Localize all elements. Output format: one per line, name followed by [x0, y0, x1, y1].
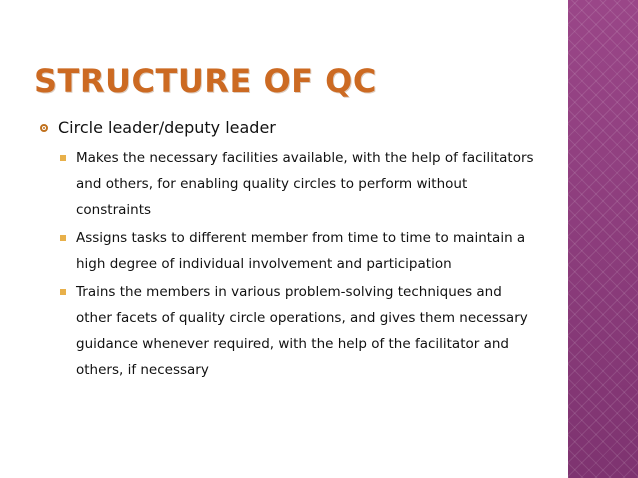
sub-bullet-item — [60, 225, 540, 277]
square-bullet-icon — [60, 235, 66, 241]
square-bullet-icon — [60, 289, 66, 295]
sub-bullet-text: Makes the necessary facilities available, with the help of facilitators and others, for enabling quality circles to perform without constraints — [76, 150, 534, 218]
sub-bullet-text: Trains the members in various problem-solving techniques and other facets of quality circle operations, and gives them necessary guidance whenever required, with the help of the facilitator and others, if necessary — [76, 284, 528, 378]
square-bullet-icon — [60, 155, 66, 161]
sub-bullet-item — [60, 145, 540, 223]
ring-bullet-icon — [40, 124, 48, 132]
decorative-side-strip — [568, 0, 638, 478]
bullet-label: Circle leader/deputy leader — [58, 118, 276, 137]
sub-bullet-list — [40, 145, 540, 383]
slide-title: STRUCTURE OF QC — [34, 62, 377, 100]
sub-bullet-text: Assigns tasks to different member from time to time to maintain a high degree of individual involvement and participation — [76, 230, 526, 272]
bullet-item — [40, 115, 540, 141]
slide-content — [40, 115, 540, 385]
sub-bullet-item — [60, 279, 540, 383]
